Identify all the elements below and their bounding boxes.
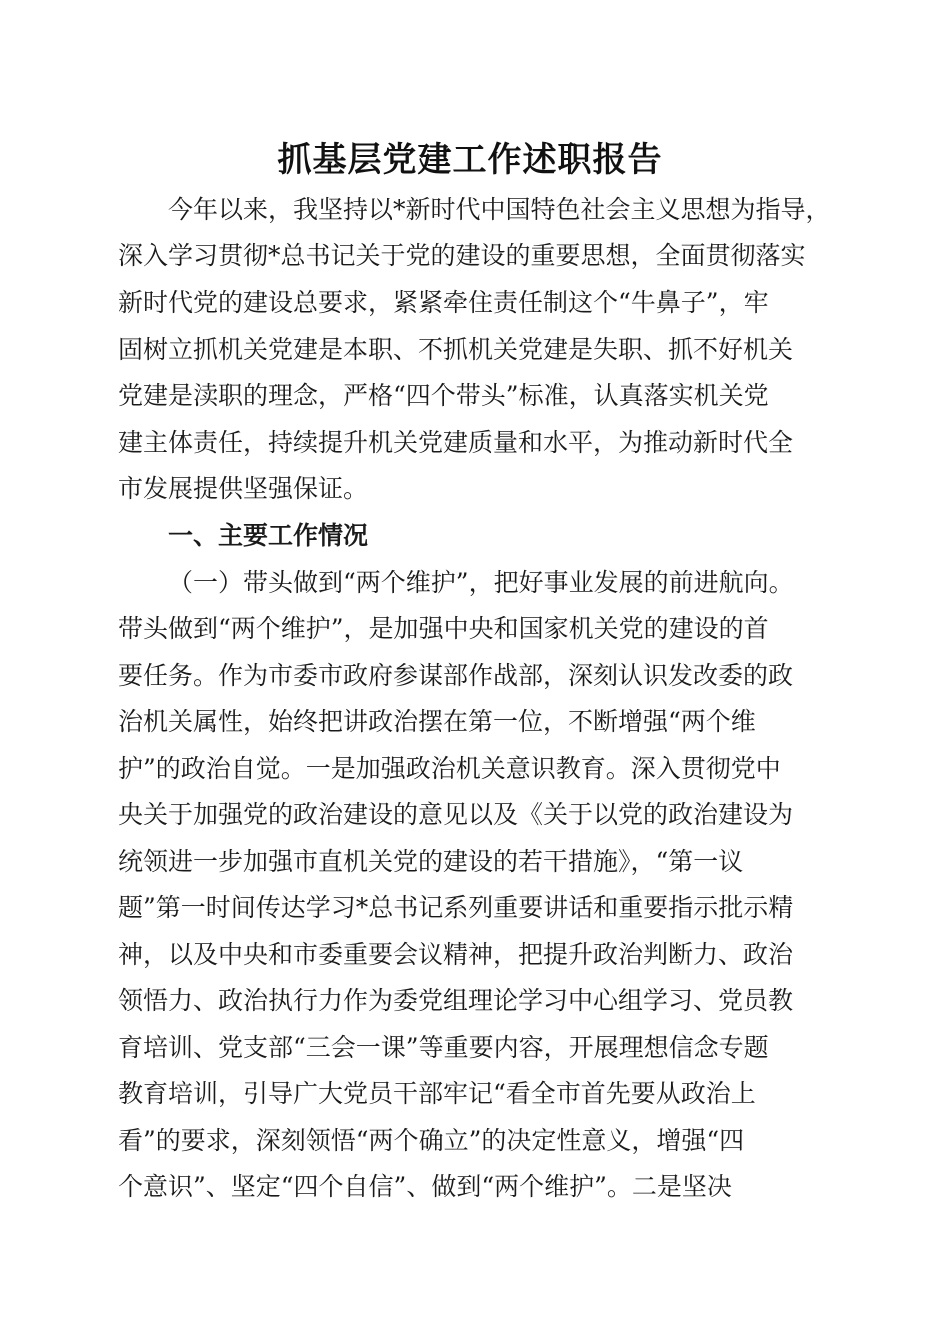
body-line: 党建是渎职的理念，严格“四个带头”标准，认真落实机关党 xyxy=(118,381,769,410)
body-line: 要任务。作为市委市政府参谋部作战部，深刻认识发改委的政 xyxy=(118,661,794,690)
document-title: 抓基层党建工作述职报告 xyxy=(277,140,663,180)
body-line: 看”的要求，深刻领悟“两个确立”的决定性意义，增强“四 xyxy=(118,1126,745,1155)
body-line: 固树立抓机关党建是本职、不抓机关党建是失职、抓不好机关 xyxy=(118,335,794,364)
body-line: 题”第一时间传达学习*总书记系列重要讲话和重要指示批示精 xyxy=(118,893,794,922)
body-line: 个意识”、坚定“四个自信”、做到“两个维护”。二是坚决 xyxy=(118,1172,732,1201)
body-line: 今年以来，我坚持以*新时代中国特色社会主义思想为指导， xyxy=(168,195,831,224)
body-line: 建主体责任，持续提升机关党建质量和水平，为推动新时代全 xyxy=(118,428,794,457)
body-line: 带头做到“两个维护”，是加强中央和国家机关党的建设的首 xyxy=(118,614,769,643)
body-line: 统领进一步加强市直机关党的建设的若干措施》，“第一议 xyxy=(118,847,744,876)
body-line: 市发展提供坚强保证。 xyxy=(118,474,369,503)
body-line: 新时代党的建设总要求，紧紧牵住责任制这个“牛鼻子”，牢 xyxy=(118,288,769,317)
section-heading: 一、主要工作情况 xyxy=(168,521,369,550)
body-line: 神，以及中央和市委重要会议精神，把提升政治判断力、政治 xyxy=(118,940,794,969)
body-line: 育培训、党支部“三会一课”等重要内容，开展理想信念专题 xyxy=(118,1033,769,1062)
body-line: 治机关属性，始终把讲政治摆在第一位，不断增强“两个维 xyxy=(118,707,756,736)
body-line: 教育培训，引导广大党员干部牢记“看全市首先要从政治上 xyxy=(118,1079,756,1108)
body-line: 护”的政治自觉。一是加强政治机关意识教育。深入贯彻党中 xyxy=(118,754,781,783)
body-line: 深入学习贯彻*总书记关于党的建设的重要思想，全面贯彻落实 xyxy=(118,241,806,270)
subsection-heading: （一）带头做到“两个维护”，把好事业发展的前进航向。 xyxy=(168,568,794,597)
body-line: 央关于加强党的政治建设的意见以及《关于以党的政治建设为 xyxy=(118,800,794,829)
body-line: 领悟力、政治执行力作为委党组理论学习中心组学习、党员教 xyxy=(118,986,794,1015)
